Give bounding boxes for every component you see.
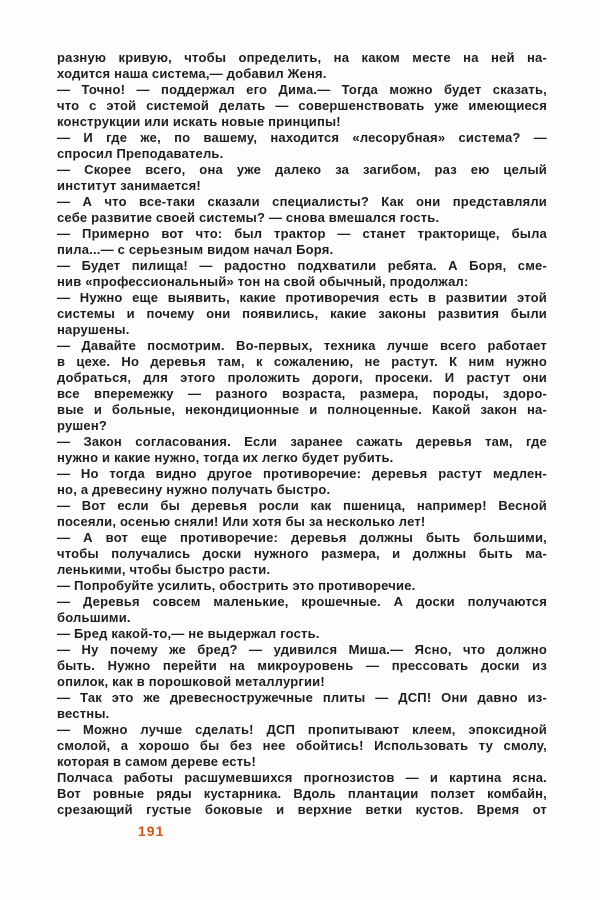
- text-line: вестны.: [57, 706, 110, 721]
- text-line: системы и почему они появились, какие законы развития были: [57, 306, 547, 321]
- text-line: опилок, как в порошковой металлургии!: [57, 674, 325, 689]
- text-line: чтобы получались доски нужного размера, и должны быть ма-: [57, 546, 547, 561]
- text-line: — Скорее всего, она уже далеко за загибом, раз ею целый: [57, 162, 547, 177]
- text-line: — Давайте посмотрим. Во-первых, техника лучше всего работает: [57, 338, 547, 353]
- text-line: — А что все-таки сказали специалисты? Как они представляли: [57, 194, 547, 209]
- text-line: нужно и какие нужно, тогда их легко будет рубить.: [57, 450, 394, 465]
- text-line: спросил Преподаватель.: [57, 146, 224, 161]
- text-line: — Попробуйте усилить, обострить это противоречие.: [57, 578, 416, 593]
- text-line: — Точно! — поддержал его Дима.— Тогда можно будет сказать,: [57, 82, 547, 97]
- text-line: рушен?: [57, 418, 108, 433]
- text-line: — Бред какой-то,— не выдержал гость.: [57, 626, 320, 641]
- text-line: — И где же, по вашему, находится «лесорубная» система? —: [57, 130, 547, 145]
- text-line: посеяли, осенью сняли! Или хотя бы за несколько лет!: [57, 514, 426, 529]
- text-line: смолой, а хорошо бы без нее обойтись! Использовать ту смолу,: [57, 738, 547, 753]
- text-line: Полчаса работы расшумевшихся прогнозистов — и картина ясна.: [57, 770, 547, 785]
- text-line: нив «профессиональный» тон на свой обычный, продолжал:: [57, 274, 469, 289]
- text-line: большими.: [57, 610, 131, 625]
- text-line: ходится наша система,— добавил Женя.: [57, 66, 327, 81]
- text-line: в цехе. Но деревья там, к сожалению, не растут. К ним нужно: [57, 354, 547, 369]
- text-line: пила...— с серьезным видом начал Боря.: [57, 242, 334, 257]
- text-line: — Будет пилища! — радостно подхватили ребята. А Боря, сме-: [57, 258, 547, 273]
- page-text-block: [57, 50, 547, 818]
- text-line: — Ну почему же бред? — удивился Миша.— Ясно, что должно: [57, 642, 547, 657]
- text-line: добраться, для этого проложить дороги, просеки. И растут они: [57, 370, 547, 385]
- text-line: но, а древесину нужно получать быстро.: [57, 482, 331, 497]
- text-line: — Так это же древесностружечные плиты — ДСП! Они давно из-: [57, 690, 547, 705]
- text-line: нарушены.: [57, 322, 130, 337]
- text-line: Вот ровные ряды кустарника. Вдоль плантации ползет комбайн,: [57, 786, 547, 801]
- text-line: — Нужно еще выявить, какие противоречия есть в развитии этой: [57, 290, 547, 305]
- text-line: институт занимается!: [57, 178, 201, 193]
- text-line: — А вот еще противоречие: деревья должны быть большими,: [57, 530, 547, 545]
- text-line: вые и больные, некондиционные и полноценные. Какой закон на-: [57, 402, 547, 417]
- text-line: — Можно лучше сделать! ДСП пропитывают клеем, эпоксидной: [57, 722, 547, 737]
- text-line: быть. Нужно перейти на микроуровень — прессовать доски из: [57, 658, 547, 673]
- text-line: конструкции или искать новые принципы!: [57, 114, 341, 129]
- text-line: разную кривую, чтобы определить, на каком месте на ней на-: [57, 50, 547, 65]
- text-line: — Но тогда видно другое противоречие: деревья растут медлен-: [57, 466, 547, 481]
- text-line: — Примерно вот что: был трактор — станет тракторище, была: [57, 226, 547, 241]
- page-number: 191: [138, 823, 165, 839]
- text-line: — Закон согласования. Если заранее сажать деревья там, где: [57, 434, 547, 449]
- text-line: — Деревья совсем маленькие, крошечные. А доски получаются: [57, 594, 547, 609]
- text-line: что с этой системой делать — совершенствовать уже имеющиеся: [57, 98, 547, 113]
- text-line: — Вот если бы деревья росли как пшеница, например! Весной: [57, 498, 547, 513]
- text-line: все вперемежку — разного возраста, размера, породы, здоро-: [57, 386, 547, 401]
- text-line: ленькими, чтобы быстро расти.: [57, 562, 271, 577]
- text-line: себе развитие своей системы? — снова вмешался гость.: [57, 210, 440, 225]
- text-line: срезающий густые боковые и верхние ветки кустов. Время от: [57, 802, 547, 817]
- text-line: которая в самом дереве есть!: [57, 754, 257, 769]
